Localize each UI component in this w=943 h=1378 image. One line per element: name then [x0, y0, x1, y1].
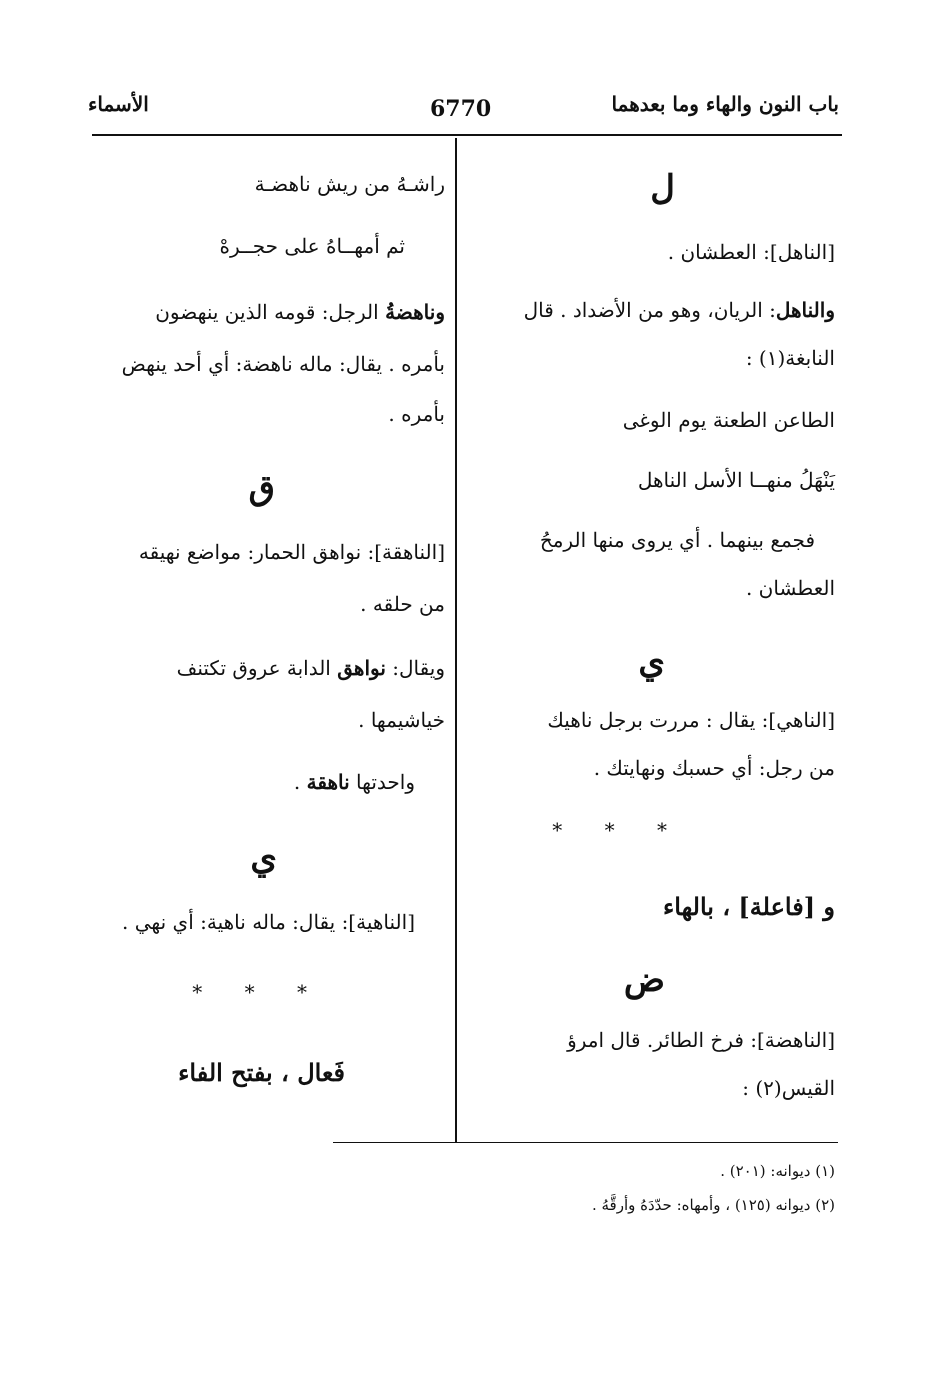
section-heading-faila: و [فاعلة] ، بالهاء: [663, 892, 835, 921]
section-title: الأسماء: [88, 92, 149, 116]
page-number: 6770: [430, 96, 492, 122]
entry-line: العطشان .: [745, 576, 835, 600]
entry-line: القيس(٢) :: [742, 1076, 835, 1100]
footnote-2: (٢) ديوانه (١٢٥) ، وأمهاه: حدّدَهُ وأرقَّهُ .: [591, 1196, 835, 1214]
text-run: الدابة عروق تكتنف: [176, 656, 331, 680]
entry-nahil-line2: [524, 296, 835, 324]
footnote-1: (١) ديوانه: (٢٠١) .: [720, 1162, 835, 1180]
column-divider: [455, 138, 457, 1143]
text-run: واحدتها: [356, 770, 415, 794]
separator-stars: * * *: [552, 818, 685, 842]
chapter-title: باب النون والهاء وما بعدهما: [611, 92, 839, 116]
text-run: الرجل: قومه الذين ينهضون: [155, 300, 379, 324]
entry-nahil: [الناهل]: العطشان .: [667, 240, 835, 264]
letter-heading-qaf: ق: [248, 468, 275, 508]
entry-nahiqa: [الناهقة]: نواهق الحمار: مواضع نهيقه: [138, 540, 445, 564]
bold-term: ناهقة: [306, 770, 350, 794]
letter-heading-dad: ض: [623, 960, 665, 1000]
entry-line: النابغة(١) :: [745, 346, 835, 370]
text-run: ويقال:: [392, 656, 445, 680]
letter-heading-ya: ي: [250, 838, 277, 878]
bold-term: والناهل: [775, 298, 835, 322]
letter-heading-ya: ي: [638, 642, 665, 682]
entry-nahiya: [الناهية]: يقال: ماله ناهية: أي نهي .: [122, 910, 415, 934]
text-run: .: [293, 770, 301, 794]
text-run: : الريان، وهو من الأضداد . قال: [523, 298, 776, 322]
verse-line: الطاعن الطعنة يوم الوغى: [622, 408, 835, 432]
separator-stars: * * *: [192, 980, 325, 1004]
entry-line: بأمره .: [388, 402, 445, 426]
verse-line: ثم أمهــاهُ على حجــرهْ: [219, 234, 405, 258]
entry-line: بأمره . يقال: ماله ناهضة: أي أحد ينهض: [121, 352, 445, 376]
entry-nahida: [الناهضة]: فرخ الطائر. قال امرؤ: [567, 1028, 835, 1052]
entry-line: خياشيمها .: [358, 708, 445, 732]
verse-line: يَنْهَلُ منهــا الأسل الناهل: [637, 468, 835, 492]
entry-line: [294, 768, 415, 796]
entry-line: فجمع بينهما . أي يروى منها الرمحُ: [539, 528, 815, 552]
header-rule: [92, 134, 842, 136]
entry-nawahiq: [177, 654, 445, 682]
entry-nahi: [الناهي]: يقال : مررت برجل ناهيك: [547, 708, 835, 732]
verse-line: راشـهُ من ريش ناهضـة: [254, 172, 445, 196]
section-heading-faal: فَعال ، بفتح الفاء: [178, 1058, 345, 1087]
entry-nahida-rajul: [155, 298, 445, 326]
bold-term: نواهق: [337, 656, 386, 680]
entry-line: من حلقه .: [360, 592, 445, 616]
letter-heading-lam: ل: [650, 168, 675, 208]
bold-term: وناهضةُ: [385, 300, 445, 324]
entry-line: من رجل: أي حسبك ونهايتك .: [593, 756, 835, 780]
footnote-rule: [333, 1142, 838, 1143]
